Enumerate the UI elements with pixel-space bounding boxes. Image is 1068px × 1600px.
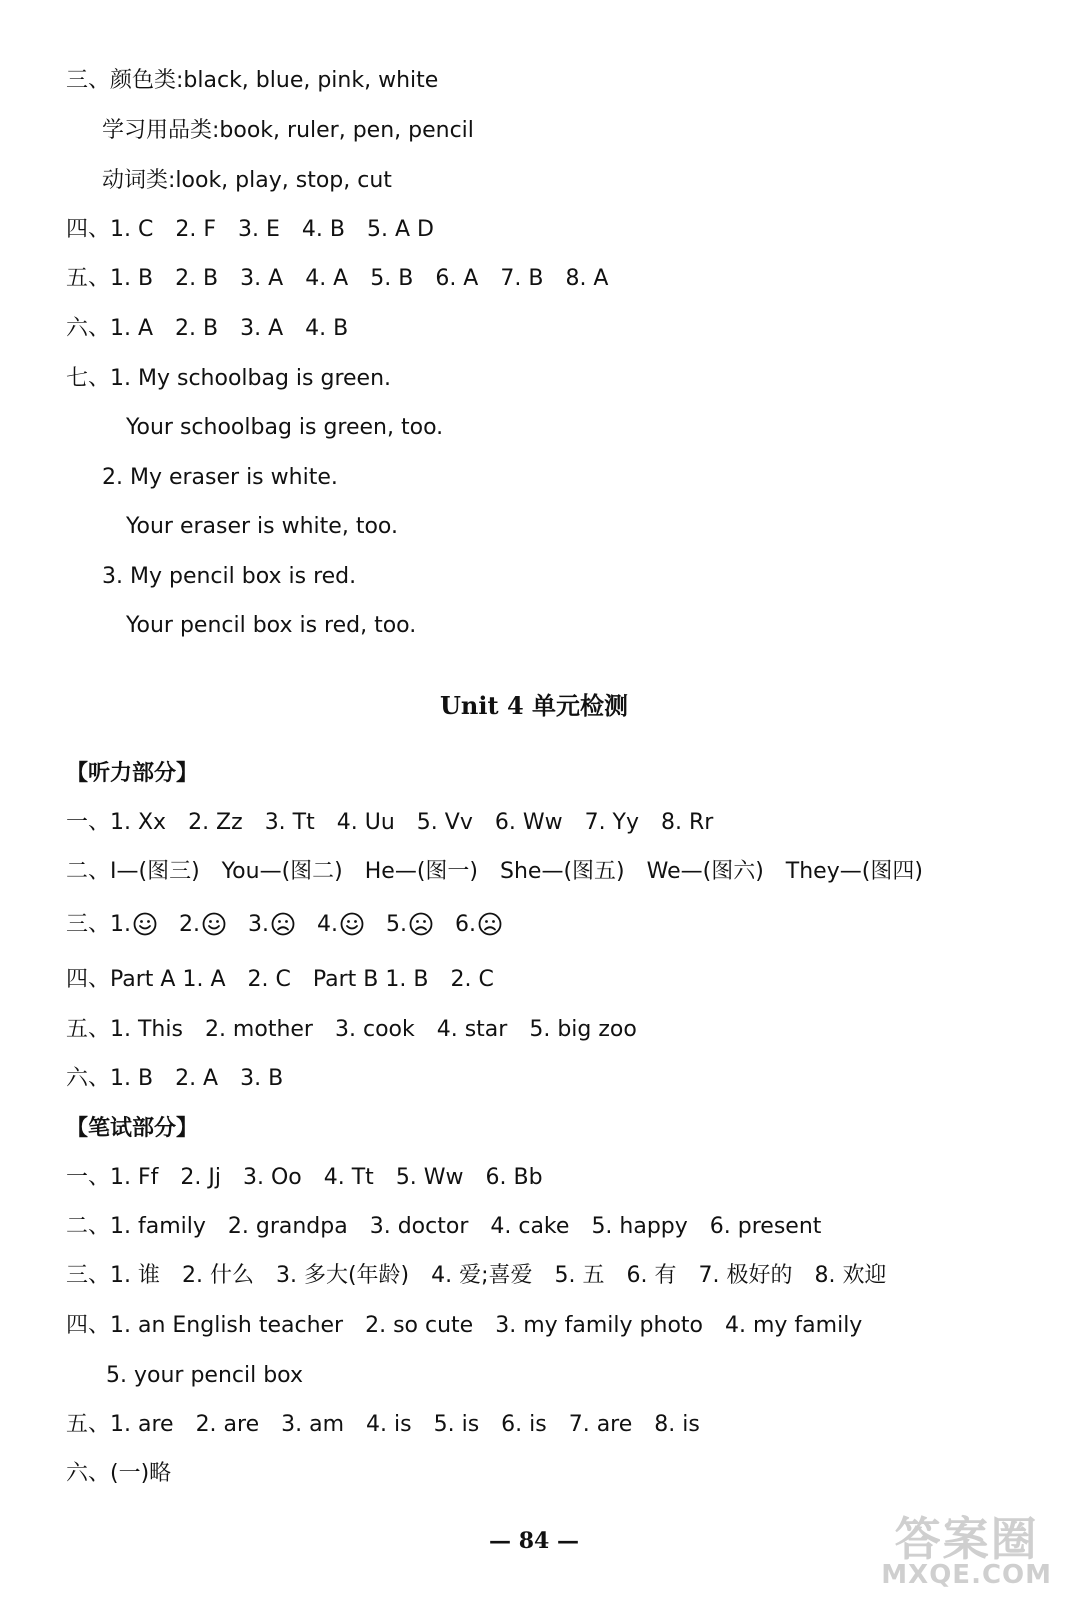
unit-title: Unit 4 单元检测 — [440, 691, 628, 720]
answer-item: 3. 多大(年龄) — [275, 1263, 410, 1288]
watermark-logo — [881, 1512, 1052, 1590]
page-number: — 84 — — [489, 1528, 579, 1554]
answer-item: 4. my family — [725, 1313, 863, 1338]
answer-item: 五、1. This — [66, 1017, 183, 1042]
answer-item: 3. E — [238, 217, 280, 242]
answer-item: 5. 五 — [554, 1263, 605, 1288]
answer-item: 6. Bb — [485, 1165, 543, 1190]
answer-sentence: 2. My eraser is white. — [102, 465, 338, 490]
listening-q4 — [66, 965, 494, 995]
answer-item: 五、1. are — [66, 1412, 174, 1437]
answer-item: 7. B — [500, 266, 544, 291]
answer-item: 6. is — [501, 1412, 547, 1437]
answer-item: 三、1. 谁 — [66, 1263, 160, 1288]
answer-item: 2. grandpa — [227, 1214, 348, 1239]
answer-item: 四、1. an English teacher — [66, 1313, 344, 1338]
answer-item: 5. — [386, 912, 407, 937]
answer-item: 2. A — [175, 1066, 219, 1091]
writing-q6: 六、(一)略 — [66, 1461, 172, 1486]
answer-item: 5. happy — [591, 1214, 688, 1239]
answer-item: 3. B — [240, 1066, 284, 1091]
writing-q4-continued: 5. your pencil box — [106, 1363, 303, 1388]
answer-item: 2. B — [175, 316, 219, 341]
answer-item: 三、1. — [66, 912, 131, 937]
answer-item: She—(图五) — [500, 859, 625, 884]
answer-item: 2. Zz — [188, 810, 243, 835]
listening-q6 — [66, 1064, 283, 1094]
answer-item: 6. present — [709, 1214, 822, 1239]
happy-face-icon — [133, 912, 157, 936]
answer-item: 5. big zoo — [529, 1017, 637, 1042]
answer-item: 8. 欢迎 — [814, 1263, 887, 1288]
answer-item: 4. star — [436, 1017, 508, 1042]
answer-item: 4. A — [305, 266, 349, 291]
answer-item: 3. Oo — [242, 1165, 302, 1190]
writing-q3 — [66, 1261, 886, 1291]
answer-item: 4. Uu — [336, 810, 395, 835]
answer-item: 2. so cute — [365, 1313, 474, 1338]
answer-item: 4. 爱;喜爱 — [431, 1263, 533, 1288]
listening-q3 — [66, 910, 502, 940]
answer-item: 6. 有 — [626, 1263, 677, 1288]
answer-item: 2. C — [247, 967, 291, 992]
answer-item: 3. am — [281, 1412, 345, 1437]
writing-q1 — [66, 1163, 543, 1193]
answer-item: 3. doctor — [369, 1214, 469, 1239]
answer-line-5 — [66, 264, 609, 294]
answer-item: 2. F — [175, 217, 216, 242]
answer-item: 3. — [248, 912, 269, 937]
watermark-en: MXQE.COM — [881, 1560, 1052, 1590]
writing-q2 — [66, 1212, 821, 1242]
answer-line-verbs: 动词类:look, play, stop, cut — [102, 168, 392, 193]
writing-q4 — [66, 1311, 862, 1341]
answer-line-4 — [66, 215, 434, 245]
writing-q5 — [66, 1410, 700, 1440]
writing-header: 【笔试部分】 — [66, 1116, 199, 1141]
answer-item: 五、1. B — [66, 266, 154, 291]
answer-item: 4. B — [301, 217, 345, 242]
listening-header: 【听力部分】 — [66, 761, 199, 786]
answer-item: 6. — [455, 912, 476, 937]
answer-sentence: Your pencil box is red, too. — [126, 613, 417, 638]
answer-item: 7. Yy — [584, 810, 640, 835]
answer-item: 3. cook — [334, 1017, 415, 1042]
answer-sentence: Your eraser is white, too. — [126, 514, 398, 539]
watermark-cn: 答案圈 — [894, 1512, 1039, 1566]
answer-item: 六、1. B — [66, 1066, 154, 1091]
answer-item: 7. are — [568, 1412, 633, 1437]
answer-item: 六、1. A — [66, 316, 154, 341]
answer-item: 4. Tt — [323, 1165, 374, 1190]
answer-item: 二、I—(图三) — [66, 859, 200, 884]
answer-item: 4. cake — [490, 1214, 570, 1239]
answer-item: 5. Ww — [395, 1165, 464, 1190]
answer-item: 4. — [317, 912, 338, 937]
answer-item: 6. A — [435, 266, 479, 291]
answer-item: 四、1. C — [66, 217, 154, 242]
answer-sentence: Your schoolbag is green, too. — [126, 415, 444, 440]
answer-item: 2. C — [450, 967, 494, 992]
answer-item: 2. mother — [204, 1017, 313, 1042]
answer-item: 5. B — [370, 266, 414, 291]
answer-item: Part B 1. B — [312, 967, 429, 992]
answer-item: 2. are — [195, 1412, 260, 1437]
answer-item: 3. Tt — [264, 810, 315, 835]
answer-item: They—(图四) — [785, 859, 923, 884]
answer-item: 2. Jj — [180, 1165, 221, 1190]
listening-q2 — [66, 857, 923, 887]
answer-item: 四、Part A 1. A — [66, 967, 226, 992]
listening-q5 — [66, 1015, 637, 1045]
answer-sentence: 3. My pencil box is red. — [102, 564, 357, 589]
sad-face-icon — [271, 912, 295, 936]
happy-face-icon — [340, 912, 364, 936]
answer-item: 8. is — [654, 1412, 700, 1437]
answer-item: 6. Ww — [494, 810, 563, 835]
answer-item: 5. A D — [366, 217, 434, 242]
answer-line-7: 七、1. My schoolbag is green. — [66, 366, 392, 391]
sad-face-icon — [409, 912, 433, 936]
answer-item: 3. A — [240, 316, 284, 341]
answer-item: 8. A — [565, 266, 609, 291]
answer-line-6 — [66, 314, 348, 344]
answer-item: 4. B — [305, 316, 349, 341]
answer-item: 3. my family photo — [495, 1313, 703, 1338]
answer-item: He—(图一) — [364, 859, 478, 884]
answer-line-stationery: 学习用品类:book, ruler, pen, pencil — [102, 118, 474, 143]
answer-item: You—(图二) — [221, 859, 343, 884]
answer-item: 4. is — [366, 1412, 412, 1437]
answer-item: 2. — [179, 912, 200, 937]
answer-item: 8. Rr — [661, 810, 714, 835]
answer-item: 一、1. Ff — [66, 1165, 159, 1190]
answer-item: We—(图六) — [646, 859, 764, 884]
sad-face-icon — [478, 912, 502, 936]
answer-item: 二、1. family — [66, 1214, 206, 1239]
answer-line-3-categories: 三、颜色类:black, blue, pink, white — [66, 68, 439, 93]
answer-item: 7. 极好的 — [698, 1263, 793, 1288]
answer-item: 2. B — [175, 266, 219, 291]
answer-item: 2. 什么 — [181, 1263, 254, 1288]
answer-item: 5. Vv — [416, 810, 473, 835]
listening-q1 — [66, 808, 713, 838]
answer-item: 3. A — [240, 266, 284, 291]
answer-item: 5. is — [433, 1412, 480, 1437]
answer-item: 一、1. Xx — [66, 810, 167, 835]
happy-face-icon — [202, 912, 226, 936]
